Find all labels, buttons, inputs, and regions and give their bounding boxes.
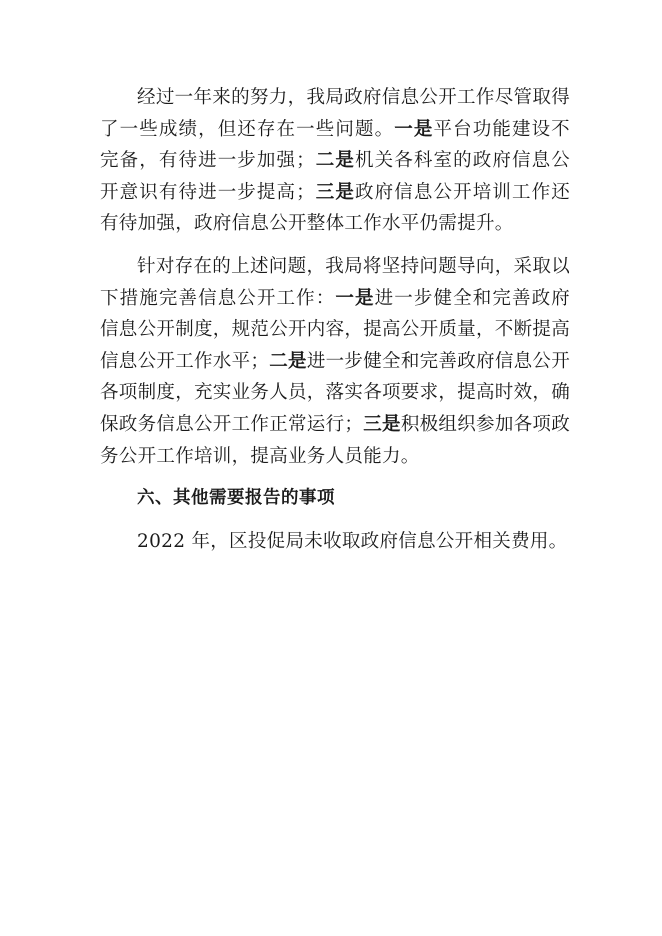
text-segment: 平台功能建设不完备，有待进一步加强； xyxy=(100,118,570,172)
text-segment: 进一步健全和完善政府信息公开制度，规范公开内容，提高公开质量，不断提高信息公开工作水平； xyxy=(100,287,571,372)
text-segment: 针对存在的上述问题，我局将坚持问题导向，采取以下措施完善信息公开工作： xyxy=(100,255,570,309)
emphasis-marker: 二是 xyxy=(269,350,307,372)
paragraph-problems xyxy=(100,82,570,240)
section-heading: 六、其他需要报告的事项 xyxy=(137,488,335,509)
text-segment: 积极组织参加各项政务公开工作培训，提高业务人员能力。 xyxy=(100,413,571,467)
text-segment: 政府信息公开培训工作还有待加强，政府信息公开整体工作水平仍需提升。 xyxy=(100,181,570,235)
text-segment: 经过一年来的努力，我局政府信息公开工作尽管取得了一些成绩，但还存在一些问题。 xyxy=(100,87,570,140)
text-segment: 机关各科室的政府信息公开意识有待进一步提高； xyxy=(100,150,570,203)
emphasis-marker: 三是 xyxy=(314,181,356,203)
emphasis-marker: 一是 xyxy=(394,118,434,140)
paragraph-measures xyxy=(100,251,570,472)
emphasis-marker: 三是 xyxy=(363,413,401,435)
emphasis-marker: 一是 xyxy=(335,287,375,309)
paragraph-fees: 2022 年，区投促局未收取政府信息公开相关费用。 xyxy=(137,530,568,552)
emphasis-marker: 二是 xyxy=(314,150,356,172)
text-segment: 进一步健全和完善政府信息公开各项制度，充实业务人员，落实各项要求，提高时效，确保政务信息公开工作正常运行； xyxy=(100,350,571,435)
